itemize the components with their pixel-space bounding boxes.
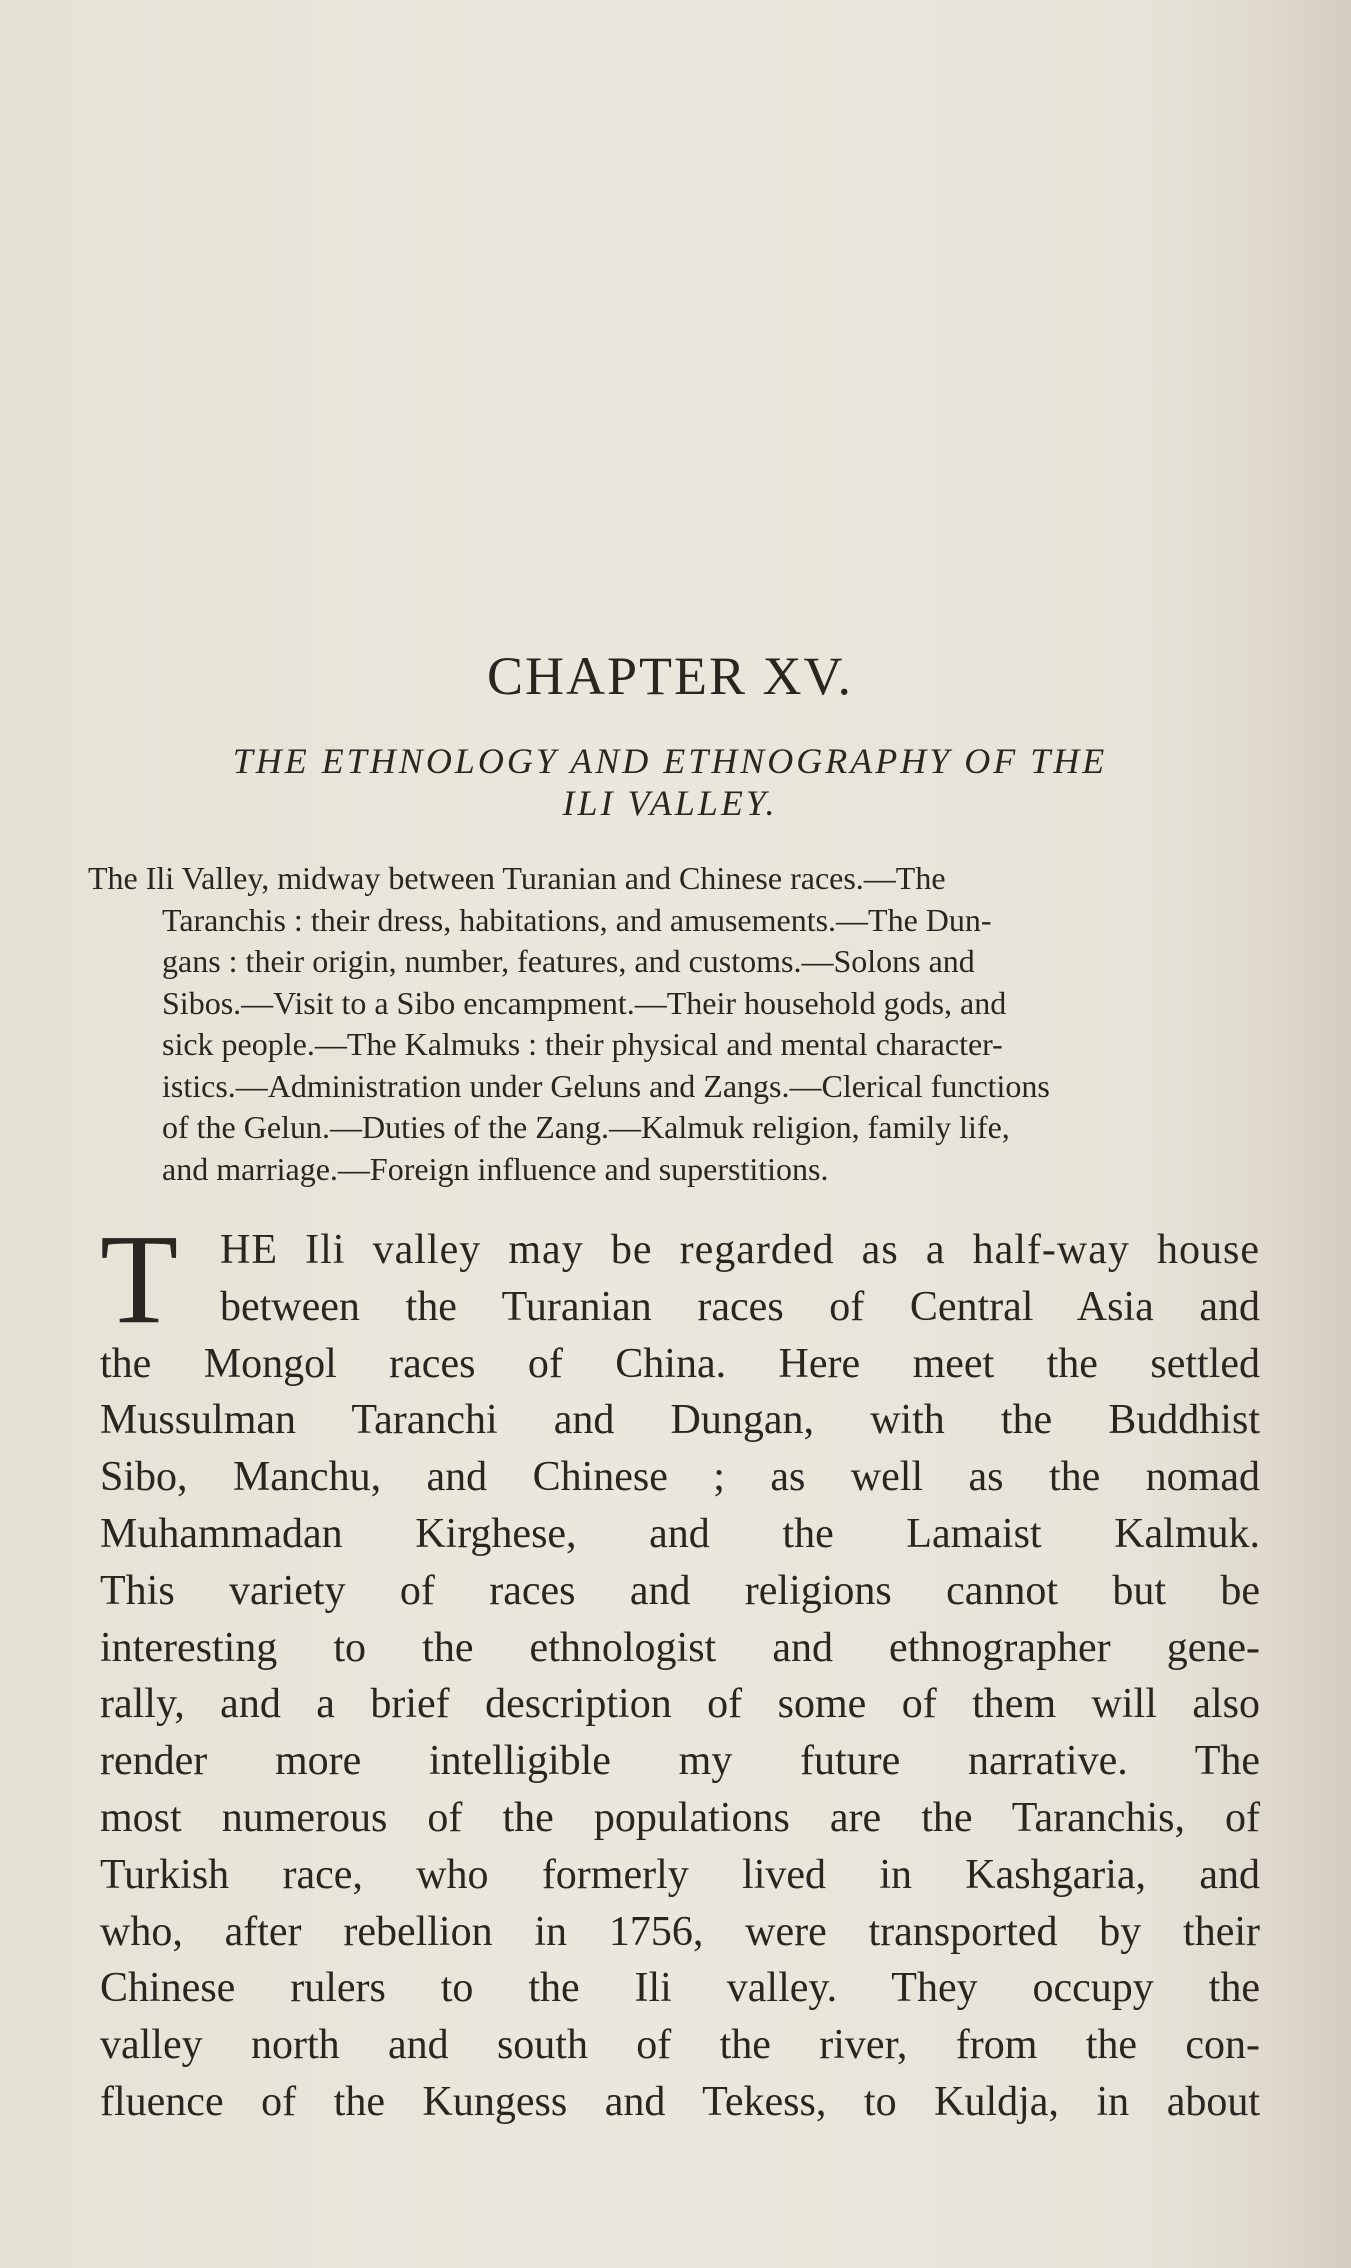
body-line: valley north and south of the river, from the con-	[100, 2022, 1260, 2069]
body-line: Muhammadan Kirghese, and the Lamaist Kalmuk.	[100, 1510, 1260, 1557]
chapter-summary	[88, 858, 1248, 1190]
body-line: most numerous of the populations are the Taranchis, of	[100, 1794, 1260, 1841]
body-line: interesting to the ethnologist and ethnographer gene-	[100, 1624, 1260, 1671]
chapter-title-line-1: THE ETHNOLOGY AND ETHNOGRAPHY OF THE	[232, 741, 1108, 781]
summary-line: Taranchis : their dress, habitations, and amusements.—The Dun-	[162, 901, 992, 938]
body-line: Sibo, Manchu, and Chinese ; as well as the nomad	[100, 1454, 1260, 1501]
summary-line: sick people.—The Kalmuks : their physical and mental character-	[162, 1026, 1003, 1062]
body-line: rally, and a brief description of some of them will also	[100, 1681, 1260, 1728]
summary-line: of the Gelun.—Duties of the Zang.—Kalmuk religion, family life,	[162, 1109, 1010, 1145]
summary-line: The Ili Valley, midway between Turanian and Chinese races.—The	[88, 860, 946, 896]
body-line: the Mongol races of China. Here meet the settled	[100, 1340, 1260, 1387]
body-line: who, after rebellion in 1756, were transported by their	[100, 1908, 1260, 1955]
drop-cap: T	[100, 1208, 179, 1350]
summary-line: and marriage.—Foreign influence and superstitions.	[162, 1150, 829, 1187]
body-paragraph	[100, 1208, 1260, 2131]
body-line: Chinese rulers to the Ili valley. They occupy the	[100, 1965, 1260, 2012]
body-line: Turkish race, who formerly lived in Kashgaria, and	[100, 1851, 1260, 1898]
summary-line: Sibos.—Visit to a Sibo encampment.—Their household gods, and	[162, 984, 1007, 1021]
body-line: render more intelligible my future narrative. The	[100, 1738, 1260, 1785]
body-line: HE Ili valley may be regarded as a half-way house	[220, 1227, 1260, 1273]
summary-line: gans : their origin, number, features, and customs.—Solons and	[162, 943, 975, 979]
body-line: Mussulman Taranchi and Dungan, with the Buddhist	[100, 1397, 1260, 1444]
chapter-title	[120, 740, 1220, 824]
summary-line: istics.—Administration under Geluns and Zangs.—Clerical functions	[162, 1067, 1050, 1104]
chapter-title-line-2: ILI VALLEY.	[562, 783, 778, 823]
body-line: fluence of the Kungess and Tekess, to Kuldja, in about	[100, 2078, 1260, 2125]
body-line: This variety of races and religions cannot but be	[100, 1567, 1260, 1614]
chapter-heading: CHAPTER XV.	[486, 646, 854, 706]
body-line: between the Turanian races of Central Asia and	[220, 1283, 1260, 1330]
